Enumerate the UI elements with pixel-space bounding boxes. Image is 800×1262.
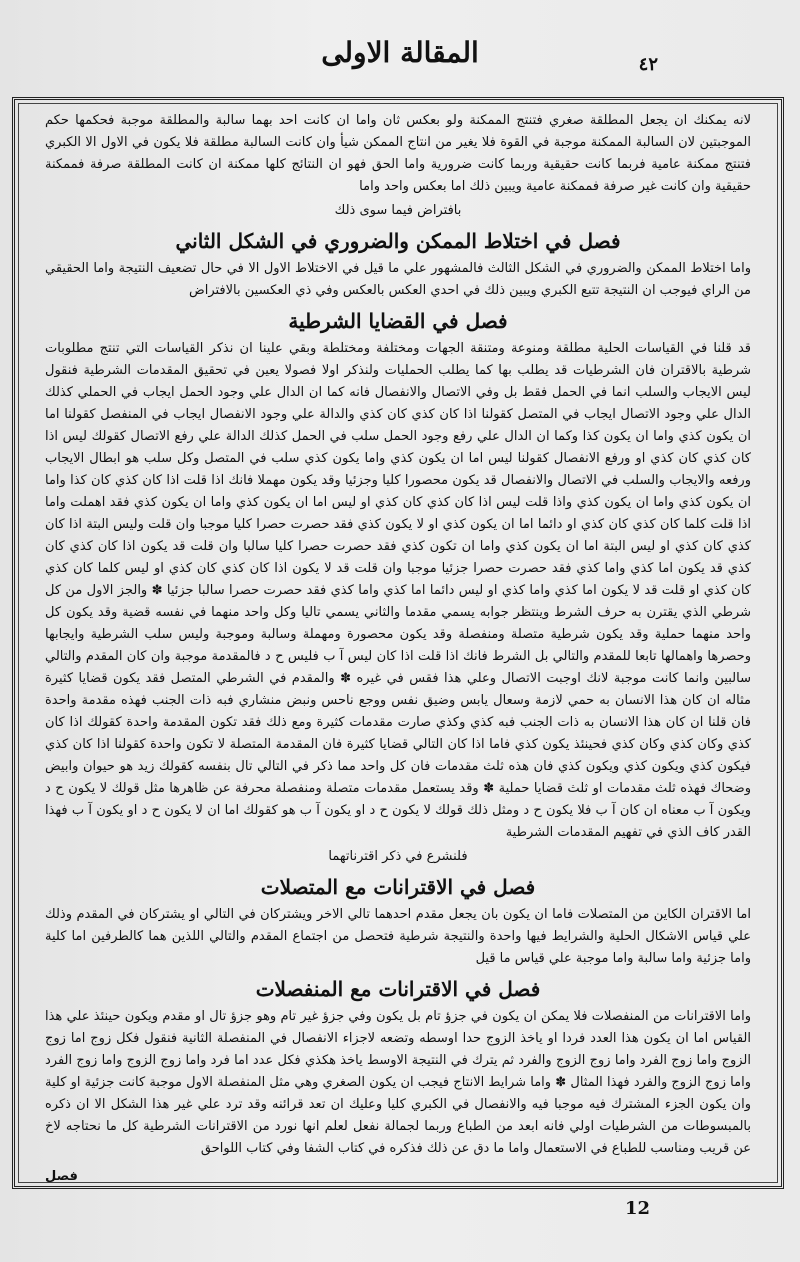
bottom-folio-number: 12: [624, 1198, 650, 1219]
text-frame: [12, 97, 784, 1189]
catchword: فصل: [45, 1169, 78, 1184]
top-folio-number: ٤٢: [638, 54, 658, 75]
paragraph-5: واما الاقترانات من المنفصلات فلا يمكن ان يكون في جزؤ تام بل يكون وفي جزؤ غير تام وهو جزؤ تال او مقدم ويكون حينئذ علي هذا القياس اما ان يكون هذا العدد فردا او ياخذ الزوج حدا اوسطه وتضعه لاجزاء الانفصال في المنفصلة الثانية فنقول فكل زوج اما زوج الزوج واما زوج الفرد واما زوج الزوج والفرد ثم يترك في النتيجة الاوسط ياخذ هكذي فكل عدد اما فرد واما زوج الزوج واما زوج الفرد واما زوج الزوج والفرد فهذا المثال ✽ واما شرايط الانتاج فيجب ان يكون الصغري وهي مثل المنفصلة الاول موجبة كانت جزئية او كلية وان يكون الجزء المشترك فيه موجبا فيه والانفصال في الكبري كليا وعليك ان تعد قرائنه وقد ترد علي غير هذا الشكل الا ان ذكره بالمبسوطات من الشرطيات اولي فانه ابعد من الطباع وربما لجمالة نفعل لعلم انها نورد من الاقترانات الشرطية كل ما نحتاجه لاخ عن قريب ومناسب للطباع في الاستعمال واما ما دق عن ذلك فذكره في كتاب الشفا وفي كتاب اللواحق: [45, 1009, 751, 1156]
section-heading-mixture-second-figure: فصل في اختلاط الممكن والضروري في الشكل الثاني: [175, 229, 621, 253]
text-block: [45, 110, 751, 1184]
section-heading-conjunctive-combinations: فصل في الاقترانات مع المتصلات: [260, 875, 536, 899]
section-heading-conditional-propositions: فصل في القضايا الشرطية: [288, 309, 508, 333]
paragraph-3-end: فلنشرع في ذكر اقترناتهما: [328, 849, 468, 864]
paragraph-1-end: بافتراض فيما سوى ذلك: [334, 203, 462, 218]
page-header: [30, 36, 770, 94]
paragraph-2: واما اختلاط الممكن والضروري في الشكل الثالث فالمشهور علي ما قيل في الاختلاط الاول الا في حال تضعيف النتيجة واما الحقيقي من الراي فيوجب ان النتيجة تتبع الكبري ويبين ذلك في احدي العكس بالعكس وفي ذي العكسين بالافتراض: [45, 261, 751, 298]
paragraph-1: لانه يمكنك ان يجعل المطلقة صغري فتنتج الممكنة ولو بعكس ثان واما ان كانت احد بهما سالبة والمطلقة موجبة فحكمها حكم الموجبتين لان السالبة الممكنة موجبة في القوة فلا يغير من انتاج الممكن شيأ وان كانت السالبة مطلقة فلا يكون في الاول الا الكبري فتنتج ممكنة عامية فربما كانت حقيقية وربما كانت ضرورية واما الحق فهو ان النتائج كلها ممكنة ان كانت المطلقة صرفة فممكنة حقيقية وان كانت غير صرفة فممكنة عامية ويبين ذلك اما بعكس واحد واما: [45, 113, 751, 194]
paragraph-3: قد قلنا في القياسات الحلية مطلقة ومنوعة ومتنقة الجهات ومختلفة ومختلطة وبقي علينا ان نذكر القياسات التي تنتج مطلوبات شرطية بالاقتران فان الشرطيات قد يطلب بها كما يطلب الحمليات ولنذكر اولا فصولا يعين في تحقيق المقدمات الشرطية فنقول ليس الايجاب والسلب انما في الحمل فقط بل وفي الاتصال والانفصال فانه كما ان الدال علي وجود الحمل ايجاب في الحملي كذلك الدال علي وجود الاتصال ايجاب في المتصل كقولنا اذا كان كذي كان كذي والدالة علي وجود الانفصال ايجاب في المنفصل كقولنا اما ان يكون كذي واما ان يكون كذا وكما ان الدال علي رفع وجود الحمل سلب في الحمل كذلك الدالة علي رفع الاتصال كقولك ليس اذا كان كذي كان كذي او ورفع الانفصال كقولنا ليس اما ان يكون كذي واما يكون كذي سلب في المتصل وكل سلب هو ابطال الايجاب ورفعه والايجاب والسلب في الاتصال والانفصال قد يكون محصورا كليا وجزئيا وقد يكون مهملا فانك اذا قلت اذا كان كذي كان كذا واما ان يكون كذي واما ان يكون كذي واذا قلت ليس اذا كان كذي كان كذي او ليس اما ان يكون كذي واما ان يكون كذي فقد اهملت واما اذا قلت كلما كان كذي كان كذي او دائما اما ان يكون كذي او لا يكون كذي فقد حصرت حصرا كليا موجبا وان قلت وليس البتة اذا كان كذي كان كذي او ليس البتة اما ان يكون كذي واما ان تكون كذي فقد حصرت حصرا كليا سالبا وان قلت قد يكون اذا كان كذي كان كذي قد يكون اما كذي واما كذي فقد حصرت حصرا جزئيا موجبا وان قلت قد لا يكون اذا كان كذي كان كذي او ليس كلما كان كذي كان كذي او قلت قد لا يكون اما كذي واما كذي او ليس دائما اما كذي واما كذي فقد حصرت حصرا سالبا جزئيا ✽ والجز الاول من كل شرطي الذي يقترن به حرف الشرط وينتظر جوابه يسمي مقدما والثاني يسمي تاليا وكل واحد منهما في نفسه قضية وقد يكون كل واحد منهما حملية وقد يكون شرطية متصلة ومنفصلة وقد يكون محصورة ومهملة وسالبة وموجبة وليس سلب الشرطية وايجابها وحصرها واهمالها تابعا للمقدم والتالي بل الشرط فانك اذا قلت اذا كان ليس آ ب فليس ح د فالمقدمة موجبة وان كان المقدم والتالي سالبين وانما كانت موجبة لانك اوجبت الاتصال وعلي هذا فقس في غيره ✽ والمقدم في الشرطي المتصل فقد يكون قضايا كثيرة مثاله ان كان هذا الانسان به حمي لازمة وسعال يابس وضيق نفس ووجع ناحس ونبض منشاري فبه ذات الجنب فهذه مقدمة واحدة فان قلنا ان كان هذا الانسان به ذات الجنب فبه كذي وكذي صارت مقدمات كثيرة ومع ذلك فقد تكون المقدمة واحدة كقولك اذا كان كذي وكان كذي وكان كذي فحينئذ يكون كذي فاما اذا كان التالي قضايا كثيرة فان المقدمة المتصلة لا تكون واحدة كقولنا اذا كان كذي فيكون كذي ويكون كذي ويكون كذي فان هذه ثلث مقدمات فان كل واحد مما ذكر في التالي تال بنفسه كقولك زيد هو حيوان وابيض وضحاك فهذه ثلث مقدمات او ثلث قضايا حملية ✽ وقد يستعمل مقدمات متصلة ومنفصلة محرفة عن ظاهرها مثل قولك لا يكون ح د ويكون آ ب معناه ان كان آ ب فلا يكون ح د ومثل ذلك قولك لا يكون ح د او يكون آ ب هو كقولك اما ان لا يكون ح د او يكون آ ب فهذا القدر كاف الذي في تفهيم المقدمات الشرطية: [45, 341, 751, 840]
section-heading-disjunctive-combinations: فصل في الاقترانات مع المنفصلات: [255, 977, 541, 1001]
running-title: المقالة الاولى: [321, 36, 479, 69]
paragraph-4: اما الاقتران الكاين من المتصلات فاما ان يكون بان يجعل مقدم احدهما تالي الاخر ويشتركان في التالي او يشتركان في المقدم وذلك علي قياس الاشكال الحلية والشرايط فيها واحدة والنتيجة شرطية فتحصل من اجتماع المقدم والتالي اللذين هما كالطرفين اما كلية واما جزئية واما سالبة واما موجبة علي قياس ما قيل: [45, 907, 751, 966]
